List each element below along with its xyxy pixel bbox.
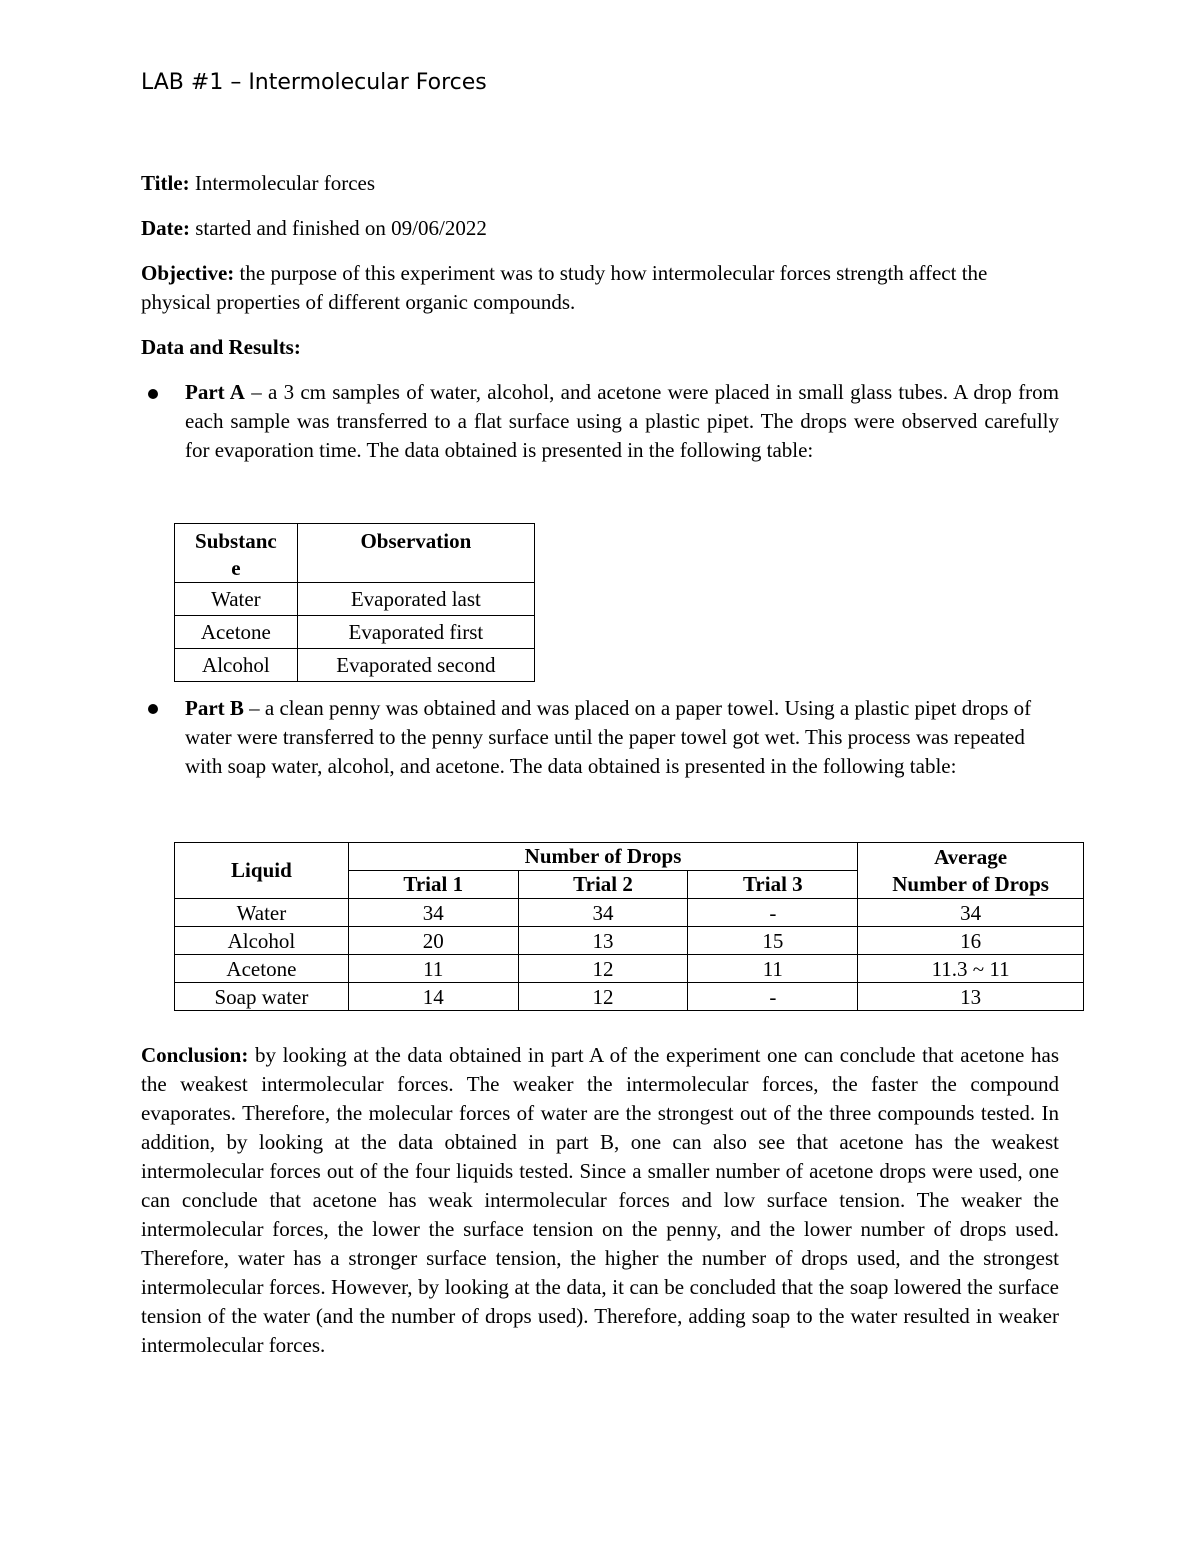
- part-a-paragraph: [185, 378, 1059, 465]
- title-label: Title:: [141, 171, 190, 195]
- table-cell: 11: [688, 955, 858, 983]
- table-cell: 12: [518, 955, 688, 983]
- table-cell: -: [688, 983, 858, 1011]
- table-header-row: [175, 524, 535, 583]
- table-cell: Alcohol: [175, 649, 298, 682]
- table-cell: Water: [175, 583, 298, 616]
- table-row: [175, 955, 1084, 983]
- column-header-average: Average Number of Drops: [858, 843, 1084, 899]
- column-header-trial-2: Trial 2: [518, 871, 688, 899]
- part-b-text: – a clean penny was obtained and was placed on a paper towel. Using a plastic pipet drops of water were transferred to the penny surface until the paper towel got wet. This process was repeated with soap water, alcohol, and acetone. The data obtained is presented in the following table:: [185, 696, 1032, 778]
- table-cell: 13: [858, 983, 1084, 1011]
- table-cell: Evaporated first: [297, 616, 534, 649]
- table-cell: 34: [348, 899, 518, 927]
- evaporation-table: [174, 523, 535, 682]
- part-b-label: Part B: [185, 696, 244, 720]
- objective-paragraph: [141, 259, 1059, 317]
- table-row: [175, 616, 535, 649]
- date-label: Date:: [141, 216, 190, 240]
- table-cell: Soap water: [175, 983, 349, 1011]
- table-cell: 20: [348, 927, 518, 955]
- date-line: [141, 214, 1059, 243]
- title-value: Intermolecular forces: [189, 171, 376, 195]
- table-cell: 15: [688, 927, 858, 955]
- table-cell: 12: [518, 983, 688, 1011]
- table-cell: 14: [348, 983, 518, 1011]
- objective-text: the purpose of this experiment was to study how intermolecular forces strength affect the physical properties of different organic compounds.: [141, 261, 988, 314]
- table-cell: Acetone: [175, 616, 298, 649]
- table-cell: Water: [175, 899, 349, 927]
- bullet-icon: [148, 389, 158, 399]
- objective-label: Objective:: [141, 261, 235, 285]
- column-header-number-of-drops: Number of Drops: [348, 843, 857, 871]
- column-header-substance: Substanc e: [175, 524, 298, 583]
- column-header-liquid: Liquid: [175, 843, 349, 899]
- table-cell: 11.3 ~ 11: [858, 955, 1084, 983]
- drops-table: [174, 842, 1084, 1011]
- conclusion-label: Conclusion:: [141, 1043, 249, 1067]
- table-cell: 11: [348, 955, 518, 983]
- table-cell: -: [688, 899, 858, 927]
- table-cell: 13: [518, 927, 688, 955]
- part-b-paragraph: [185, 694, 1057, 781]
- table-header-row: [175, 843, 1084, 871]
- date-value: started and finished on 09/06/2022: [189, 216, 487, 240]
- table-row: [175, 583, 535, 616]
- column-header-observation: Observation: [297, 524, 534, 583]
- table-row: [175, 899, 1084, 927]
- bullet-icon: [148, 704, 158, 714]
- table-row: [175, 927, 1084, 955]
- table-row: [175, 983, 1084, 1011]
- table-cell: 16: [858, 927, 1084, 955]
- table-cell: Alcohol: [175, 927, 349, 955]
- table-cell: 34: [518, 899, 688, 927]
- conclusion-text: by looking at the data obtained in part A of the experiment one can conclude that acetone has the weakest intermolecular forces. The weaker the intermolecular forces, the faster the compound evaporates. Therefore, the molecular forces of water are the strongest out of the three compounds tested. In addition, by looking at the data obtained in part B, one can also see that acetone has the weakest intermolecular forces out of the four liquids tested. Since a smaller number of acetone drops were used, one can conclude that acetone has weak intermolecular forces and low surface tension. The weaker the intermolecular forces, the lower the surface tension on the penny, and the lower number of drops used. Therefore, water has a stronger surface tension, the higher the number of drops used, and the strongest intermolecular forces. However, by looking at the data, it can be concluded that the soap lowered the surface tension of the water (and the number of drops used). Therefore, adding soap to the water resulted in weaker intermolecular forces.: [141, 1043, 1059, 1357]
- column-header-trial-1: Trial 1: [348, 871, 518, 899]
- data-results-heading: Data and Results:: [141, 335, 301, 359]
- table-cell: 34: [858, 899, 1084, 927]
- conclusion-paragraph: [141, 1041, 1059, 1360]
- part-a-label: Part A: [185, 380, 245, 404]
- table-cell: Evaporated last: [297, 583, 534, 616]
- column-header-trial-3: Trial 3: [688, 871, 858, 899]
- table-cell: Evaporated second: [297, 649, 534, 682]
- part-a-text: – a 3 cm samples of water, alcohol, and acetone were placed in small glass tubes. A drop from each sample was transferred to a flat surface using a plastic pipet. The drops were observed carefully for evaporation time. The data obtained is presented in the following table:: [185, 380, 1059, 462]
- title-line: [141, 169, 1059, 198]
- table-row: [175, 649, 535, 682]
- table-cell: Acetone: [175, 955, 349, 983]
- document-header: LAB #1 – Intermolecular Forces: [141, 70, 487, 95]
